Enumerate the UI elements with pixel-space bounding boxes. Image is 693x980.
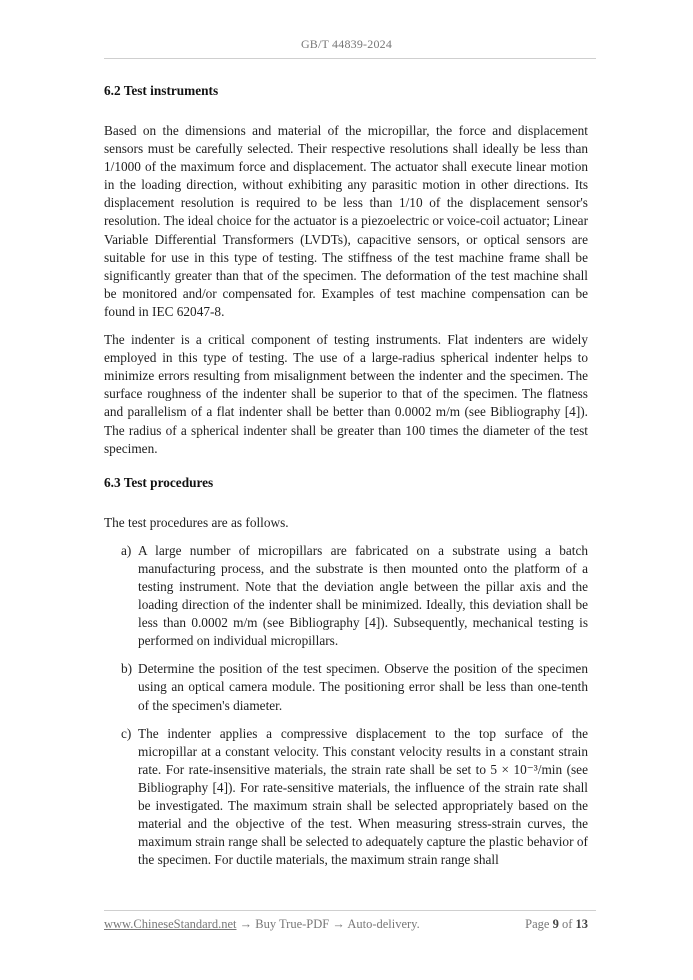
header-divider [104, 58, 596, 59]
page-number [525, 917, 588, 932]
list-marker: a) [121, 542, 132, 558]
procedure-item-a [104, 542, 588, 651]
footer-divider [104, 910, 596, 911]
footer-links [104, 917, 420, 932]
standard-code: GB/T 44839-2024 [300, 37, 393, 51]
buy-pdf-link[interactable]: Buy True-PDF [255, 917, 330, 931]
list-marker: b) [121, 661, 133, 677]
procedure-item-text: A large number of micropillars are fabricated on a substrate using a batch manufacturing process, and the substrate is then mounted onto the platform of a testing instrument. Note that the deviation angle between the pillar axis and the loading direction of the indenter shall be minimized. Ideally, this deviation shall be less than 0.0002 m/m (see Bibliography [4]). Subsequently, mechanical testing is performed on individual micropillars. [138, 542, 588, 649]
procedure-item-b [104, 660, 588, 714]
document-header [0, 37, 693, 52]
section-6-2-paragraph-1: Based on the dimensions and material of the micropillar, the force and displacement sensors must be carefully selected. Their respective resolutions shall ideally be less than 1/1000 of the maximum force and displacement. The actuator shall execute linear motion in the loading direction, without exhibiting any parasitic motion in other directions. Its displacement resolution is required to be less than 1/10 of the displacement sensor's resolution. The ideal choice for the actuator is a piezoelectric or voice-coil actuator; Linear Variable Differential Transformers (LVDTs), capacitive sensors, or optical sensors are suitable for use in this type of testing. The stiffness of the test machine frame shall be significantly greater than that of the specimen. The deformation of the test machine shall be monitored and/or compensated for. Examples of test machine compensation can be found in IEC 62047-8. [104, 123, 588, 319]
section-title-6-3: 6.3 Test procedures [104, 474, 214, 490]
page-current: 9 [552, 917, 559, 931]
page-body [104, 82, 588, 869]
section-title-6-2: 6.2 Test instruments [104, 83, 219, 98]
procedure-item-c [104, 725, 588, 870]
arrow-right-icon: → [332, 917, 345, 931]
section-6-3-intro: The test procedures are as follows. [104, 514, 289, 530]
arrow-right-icon: → [239, 917, 253, 931]
page-total: 13 [575, 917, 588, 931]
list-marker: c) [121, 725, 132, 741]
page-of: of [561, 917, 573, 931]
auto-delivery-text: Auto-delivery. [347, 917, 420, 931]
procedure-item-text: The indenter applies a compressive displacement to the top surface of the micropillar at a constant velocity. This constant velocity results in a constant strain rate. For rate-insensitive materials, the strain rate shall be set to 5 × 10⁻³/min (see Bibliography [4]). For rate-sensitive materials, the influence of the strain rate shall be investigated. The maximum strain shall be selected appropriately based on the material and the objective of the test. When measuring stress-strain curves, the maximum strain range shall be selected to adequately capture the plastic behavior of the specimen. For ductile materials, the maximum strain range shall [138, 725, 588, 868]
page-word: Page [525, 917, 550, 931]
site-link[interactable]: www.ChineseStandard.net [104, 917, 237, 931]
section-6-2-paragraph-2: The indenter is a critical component of testing instruments. Flat indenters are widely employed in this type of testing. The use of a large-radius spherical indenter helps to minimize errors resulting from misalignment between the indenter and the specimen. The surface roughness of the indenter shall be superior to that of the specimen. The flatness and parallelism of a flat indenter shall be better than 0.0002 m/m (see Bibliography [4]). The radius of a spherical indenter shall be greater than 100 times the diameter of the test specimen. [104, 332, 588, 456]
procedure-item-text: Determine the position of the test specimen. Observe the position of the specimen using an optical camera module. The positioning error shall be less than one-tenth of the specimen's diameter. [138, 661, 588, 713]
